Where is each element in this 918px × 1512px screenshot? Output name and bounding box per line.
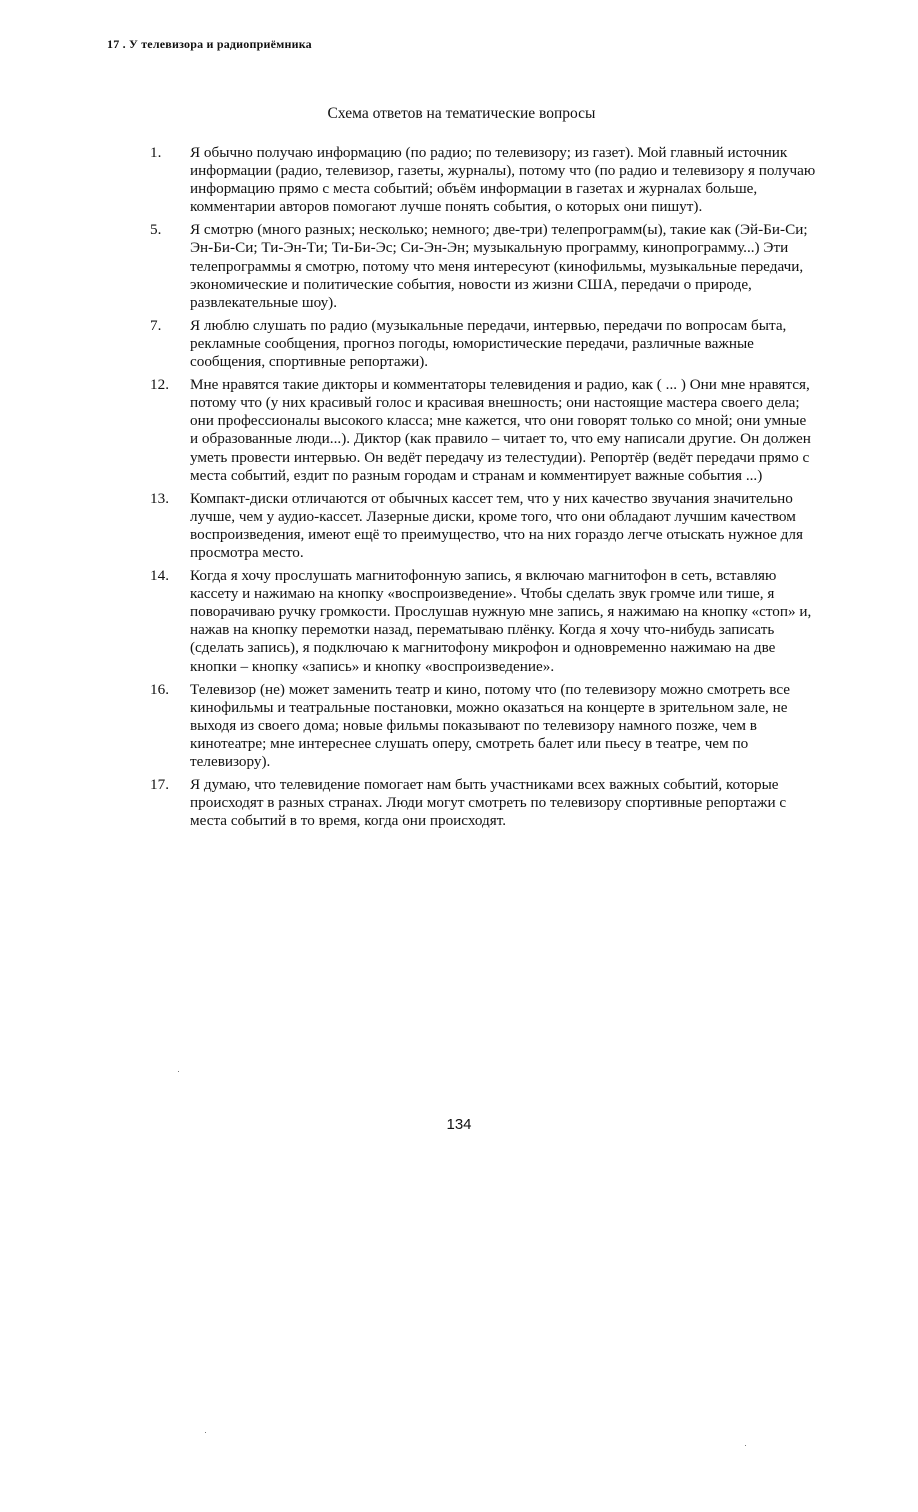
answer-item-12 bbox=[150, 376, 818, 485]
answer-item-5 bbox=[150, 221, 818, 311]
answer-item-16 bbox=[150, 681, 818, 771]
answer-text: Я обычно получаю информацию (по радио; по телевизору; из газет). Мой главный источник информации (радио, телевизор, газеты, журналы), потому что (по радио и телевизору я получаю информацию прямо с места событий; объём информации в газетах и журналах больше, комментарии авторов помогают лучше понять события, о которых они пишут). bbox=[190, 144, 816, 216]
answer-item-1 bbox=[150, 144, 818, 216]
answer-number: 17. bbox=[150, 776, 169, 794]
answer-number: 1. bbox=[150, 144, 162, 161]
answer-list bbox=[150, 144, 818, 835]
scan-speck bbox=[178, 1071, 179, 1072]
answer-number: 13. bbox=[150, 489, 169, 507]
answer-item-7 bbox=[150, 317, 818, 371]
answer-number: 14. bbox=[150, 567, 169, 585]
scan-speck bbox=[745, 1445, 746, 1446]
answer-text: Я люблю слушать по радио (музыкальные передачи, интервью, передачи по вопросам быта, рекламные сообщения, прогноз погоды, юмористические передачи, различные важные сообщения, спортивные репортажи). bbox=[190, 316, 787, 371]
page-title: Схема ответов на тематические вопросы bbox=[327, 105, 596, 122]
answer-item-14 bbox=[150, 567, 818, 676]
answer-text: Я смотрю (много разных; несколько; немного; две-три) телепрограмм(ы), такие как (Эй-Би-Си; Эн-Би-Си; Ти-Эн-Ти; Ти-Би-Эс; Си-Эн-Эн; музыкальную программу, кинопрограмму...) Эти телепрограммы я смотрю, потому что меня интересуют (кинофильмы, музыкальные передачи, экономические и политические события, новости из жизни США, передачи о природе, развлекательные шоу). bbox=[190, 221, 808, 311]
answer-number: 7. bbox=[150, 316, 162, 334]
answer-text: Я думаю, что телевидение помогает нам быть участниками всех важных событий, которые происходят в разных странах. Люди могут смотреть по телевизору спортивные репортажи с места событий в то время, когда они происходят. bbox=[190, 776, 787, 830]
answer-number: 12. bbox=[150, 376, 169, 394]
answer-text: Компакт-диски отличаются от обычных кассет тем, что у них качество звучания значительно лучше, чем у аудио-кассет. Лазерные диски, кроме того, что они обладают лучшим качеством воспроизведения, имеют ещё то преимущество, что на них гораздо легче отыскать нужное для просмотра место. bbox=[190, 489, 803, 561]
answer-text: Мне нравятся такие дикторы и комментаторы телевидения и радио, как ( ... ) Они мне нравятся, потому что (у них красивый голос и красивая внешность; они настоящие мастера своего дела; они профессионалы высокого класса; мне кажется, что они говорят только со мной; они умные и образованные люди...). Диктор (как правило – читает то, что ему написали другие. Он должен уметь провести интервью. Он ведёт передачу из телестудии). Репортёр (ведёт передачи прямо с места событий, ездит по разным городам и странам и комментирует важные события ...) bbox=[190, 376, 811, 484]
answer-number: 5. bbox=[150, 221, 162, 239]
answer-text: Когда я хочу прослушать магнитофонную запись, я включаю магнитофон в сеть, вставляю кассету и нажимаю на кнопку «воспроизведение». Чтобы сделать звук громче или тише, я поворачиваю ручку громкости. Прослушав нужную мне запись, я нажимаю на кнопку «стоп» и, нажав на кнопку перемотки назад, перематываю плёнку. Когда я хочу что-нибудь записать (сделать запись), я подключаю к магнитофону микрофон и одновременно нажимаю на две кнопки – кнопку «запись» и кнопку «воспроизведение». bbox=[190, 567, 812, 675]
answer-item-17 bbox=[150, 776, 818, 830]
scan-speck bbox=[205, 1432, 206, 1433]
page-number: 134 bbox=[446, 1116, 472, 1133]
running-head: 17 . У телевизора и радиоприёмника bbox=[107, 37, 312, 51]
answer-item-13 bbox=[150, 490, 818, 562]
answer-text: Телевизор (не) может заменить театр и кино, потому что (по телевизору можно смотреть все кинофильмы и театральные постановки, можно оказаться на концерте в зрительном зале, не выходя из своего дома; новые фильмы показывают по телевизору намного позже, чем в кинотеатре; мне интереснее слушать оперу, смотреть балет или пьесу в театре, чем по телевизору). bbox=[190, 680, 791, 770]
answer-number: 16. bbox=[150, 680, 169, 698]
